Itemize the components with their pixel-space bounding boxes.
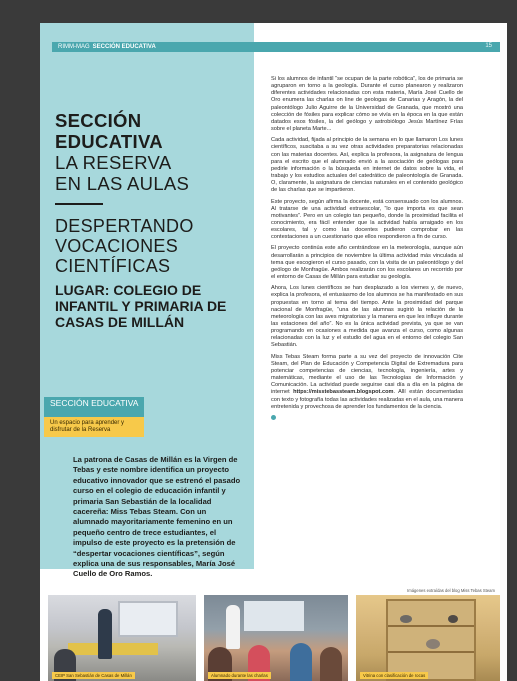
photo3-rock-2 — [426, 639, 440, 649]
photo-students-talk — [204, 595, 348, 681]
end-mark — [271, 415, 276, 420]
photo3-shelf-2 — [388, 651, 474, 653]
header-bar — [52, 42, 500, 52]
magazine-label: RIMM-MAG — [58, 44, 90, 50]
title-block — [55, 110, 245, 330]
photo-credit: Imágenes extraídas del blog Miss Tebas Steam — [407, 588, 495, 593]
body-paragraph-6 — [271, 354, 463, 411]
photo3-rock-1 — [400, 615, 412, 623]
photo3-shelf-1 — [388, 625, 474, 627]
blog-link[interactable]: https://misstebassteam.blogspot.com — [293, 389, 394, 396]
title-divider — [55, 203, 103, 205]
photo2-teacher — [226, 605, 240, 649]
photo3-rock-3 — [448, 615, 458, 623]
photo2-caption: Alumnado durante las charlas — [208, 672, 271, 679]
photo1-teacher — [98, 609, 112, 659]
title-line-4: EN LAS AULAS — [55, 173, 190, 194]
photo2-screen — [244, 601, 304, 631]
title-line-2: EDUCATIVA — [55, 131, 163, 152]
section-tag — [44, 397, 144, 437]
body-paragraph-6-start: Miss Tebas Steam forma parte a su vez del proyecto de innovación Cite Steam, del Plan de Educación y Competencia Digital de Extremadura para potenciar competencias de ciencias, tecnología, ingeniería, artes y matemáticas, mediante el uso de las Tecnologías de Información y Comunicación. La actividad puede seguirse casi día a día en la página de internet — [271, 353, 463, 396]
intro-paragraph: La patrona de Casas de Millán es la Virgen de Tebas y este nombre identifica un proyecto educativo innovador que se estrenó el pasado curso en el colegio de educación infantil y primaria San Sebastián de la localidad cacereña: Miss Tebas Steam. Con un alumnado mayoritariamente femenino en un pequeño centro de trece estudiantes, el impulso de este proyecto es la pretensión de “despertar vocaciones científicas”, según explica una de sus responsables, María José Cuello de Oro Ramos. — [73, 455, 241, 579]
body-paragraph-2: Cada actividad, fijada al principio de la semana en lo que llamaron Los lunes científicos, suscitaba a su vez otras actividades preparatorias relacionadas con las materias docentes. Así, explica la profesora, la asignatura de lengua para el escrito que el alumnado envió a la asociación de geólogas para pedirle información o la búsqueda en internet de datos sobre la vida, el trabajo y los estudios actuales del catedrático de paleontología de Granada. O, claramente, la asignatura de ciencias naturales en el contenido geológico de las charlas que se impartieron. — [271, 137, 463, 194]
body-paragraph-1: Si los alumnos de infantil “se ocupan de la parte robótica”, los de primaria se agruparon en torno a la geología. Durante el curso planearon y realizaron diferentes actividades relacionadas con esta materia, María José Cuello de Oro enumera las charlas on line de geologas de Canarias y Aragón, la del paleontólogo Julio Aguirre de la Universidad de Granada, que mostró una colección de fósiles para explicar cómo se vivía en la época en la que están datados esos fósiles, la del geólogo y astrobiólogo Jesús Martínez Frías sobre el planeta Marte... — [271, 76, 463, 133]
photo2-kid-3 — [290, 643, 312, 681]
photo2-kid-4 — [320, 647, 342, 681]
photo3-caption: Vitrina con clasificación de rocas — [360, 672, 428, 679]
page-number: 15 — [485, 43, 492, 49]
magazine-page — [40, 23, 507, 681]
body-paragraph-3: Este proyecto, según afirma la docente, está consensuado con los alumnos. Al tratarse de una actividad extraescolar, “lo que importa es que sean motivantes”. Pero en un colegio tan pequeño, donde la proximidad facilita el conocimiento, era fácil entender que la actividad había arraigado en los escolares, tal y como las docentes pudieron comprobar en las contestaciones a un cuestionario que ellos respondieron a fin de curso. — [271, 198, 463, 241]
title-line-3: LA RESERVA — [55, 152, 172, 173]
section-label: SECCIÓN EDUCATIVA — [92, 44, 156, 50]
subtitle-line-1: DESPERTANDO — [55, 216, 194, 236]
photo1-table — [68, 643, 158, 655]
title-line-1: SECCIÓN — [55, 110, 142, 131]
place-label: LUGAR: COLEGIO DE INFANTIL Y PRIMARIA DE CASAS DE MILLÁN — [55, 282, 227, 330]
photo1-window — [118, 601, 178, 637]
body-paragraph-4: El proyecto continúa este año centrándose en la meteorología, aunque aún desarrollarán a principios de noviembre la última actividad más vinculada al tema que escogieron el curso pasado, con la visita de un paleontólogo y del geólogo de Monfragüe. Ambos realizarán con los escolares un recorrido por el entorno de Casas de Millán para estudiar su geología. — [271, 245, 463, 281]
subtitle-line-2: VOCACIONES — [55, 236, 179, 256]
photo1-caption: CEIP San Sebastián de Casas de Millán — [52, 672, 135, 679]
section-tag-subtitle: Un espacio para aprender y disfrutar de la Reserva — [44, 417, 144, 437]
body-column — [271, 76, 463, 420]
photo-classroom — [48, 595, 196, 681]
body-paragraph-5: Ahora, Los lunes científicos se han desplazado a los viernes y, de nuevo, explica la profesora, el entusiasmo de los alumnos se ha manifestado en sus propuestas en torno al tema del tiempo. Ante la proximidad del parque nacional de Monfragüe, “una de las alumnas sugirió la relación de la meteorología con las aves migratorias y la manera en que les influye durante las estaciones del año”. No es la única actividad prevista, ya que se van programando en ocasiones a medida que avanza el curso, como algunas relacionadas con la luz y el estudio del agua en el entorno del colegio San Sebastián. — [271, 285, 463, 349]
body-paragraph-6-end: . Allí están documentadas con texto y fotografía todas las actividades realizadas en el aula, una manera entretenida y provechosa de aprender los fundamentos de la ciencia. — [271, 389, 463, 410]
photo-rock-cabinet — [356, 595, 500, 681]
section-tag-title: SECCIÓN EDUCATIVA — [44, 397, 144, 417]
subtitle-line-3: CIENTÍFICAS — [55, 256, 171, 276]
